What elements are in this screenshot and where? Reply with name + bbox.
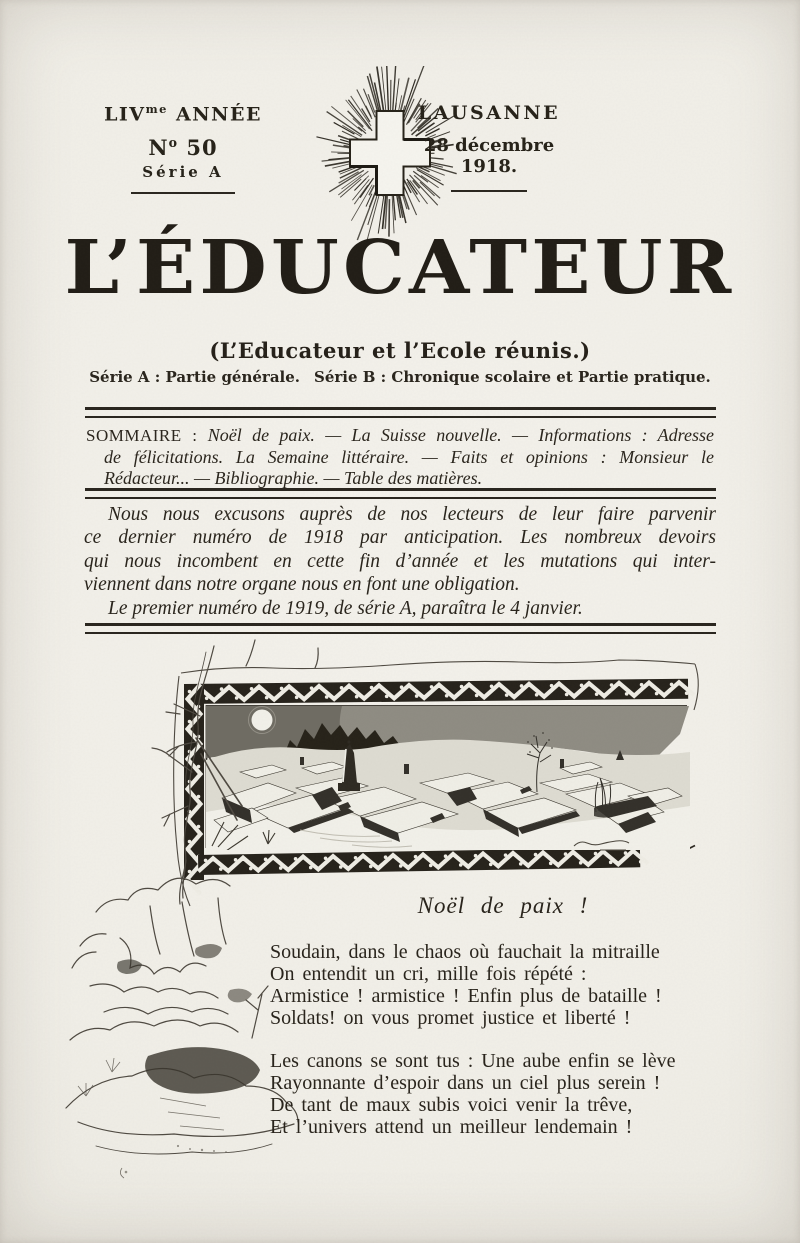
branch-hatching [78, 1058, 224, 1178]
scan-speck-trail [125, 1145, 227, 1173]
notice-line: Le premier numéro de 1919, de série A, paraîtra le 4 janvier. [108, 597, 583, 619]
double-rule-top [85, 407, 716, 418]
verse-line: Armistice ! armistice ! Enfin plus de bataille ! [270, 985, 662, 1007]
notice-line: Nous nous excusons auprès de nos lecteurs de leur faire parvenir [108, 504, 716, 525]
journal-title: L’ÉDUCATEUR [64, 225, 736, 311]
sommaire-label: SOMMAIRE : [86, 426, 198, 445]
verse-line: Et l’univers attend un meilleur lendemain ! [270, 1116, 633, 1138]
verse-line: Soudain, dans le chaos où fauchait la mitraille [270, 941, 660, 963]
masthead-right-rule [451, 190, 527, 192]
volume-superscript: me [145, 102, 168, 116]
zigzag-border-bottom [198, 847, 648, 875]
volume-issue-block [95, 102, 271, 194]
poem-noel-de-paix [270, 893, 736, 1138]
series-label: Série A [142, 163, 224, 182]
table-of-contents [86, 425, 714, 490]
sommaire-line: de félicitations. La Semaine littéraire. — Faits et opinions : Monsieur le [104, 446, 714, 467]
place-date-block [400, 102, 578, 192]
verse-line: Les canons se sont tus : Une aube enfin se lève [270, 1050, 676, 1072]
poem-title: Noël de paix ! [417, 893, 589, 918]
moon [252, 710, 273, 731]
issue-number: $N^o$ 50 [148, 135, 218, 161]
series-a-description: Série A : Partie générale. [89, 368, 301, 386]
editorial-notice [84, 503, 716, 620]
issue-date: 28 décembre 1918. [423, 135, 555, 177]
double-rule-middle [85, 488, 716, 499]
masthead-left-rule [131, 192, 235, 194]
poem-stanza-1 [270, 941, 736, 1029]
village-scene [206, 706, 690, 851]
verse-line: On entendit un cri, mille fois répété : [270, 963, 587, 985]
volume-year: $LIV^{me}$ ANNÉE [104, 102, 262, 126]
notice-line: viennent dans notre organe nous en font une obligation. [84, 574, 520, 596]
verse-line: De tant de maux subis voici venir la trêve, [270, 1094, 633, 1116]
city-name: LAUSANNE [417, 102, 561, 124]
headpiece-illustration [0, 634, 800, 934]
notice-line: ce dernier numéro de 1918 par anticipation. Les nombreux devoirs [84, 527, 716, 549]
branch-dark-patches [117, 944, 260, 1094]
series-description-line [0, 368, 800, 386]
sommaire-line: SOMMAIRE : Noël de paix. — La Suisse nouvelle. — Informations : Adresse [86, 425, 714, 445]
sommaire-line: Rédacteur... — Bibliographie. — Table des matières. [104, 468, 483, 488]
double-rule-bottom [85, 623, 716, 634]
verse-line: Soldats! on vous promet justice et liberté ! [270, 1007, 631, 1029]
verse-line: Rayonnante d’espoir dans un ciel plus serein ! [270, 1072, 661, 1094]
journal-subtitle: (L’Educateur et l’Ecole réunis.) [209, 338, 591, 363]
zigzag-border-top [184, 679, 694, 704]
issue-superscript: o [168, 135, 179, 151]
series-b-description: Série B : Chronique scolaire et Partie pratique. [314, 368, 711, 386]
poem-stanza-2 [270, 1050, 736, 1138]
notice-line: qui nous incombent en cette fin d’année et les mutations qui inter- [84, 550, 716, 572]
